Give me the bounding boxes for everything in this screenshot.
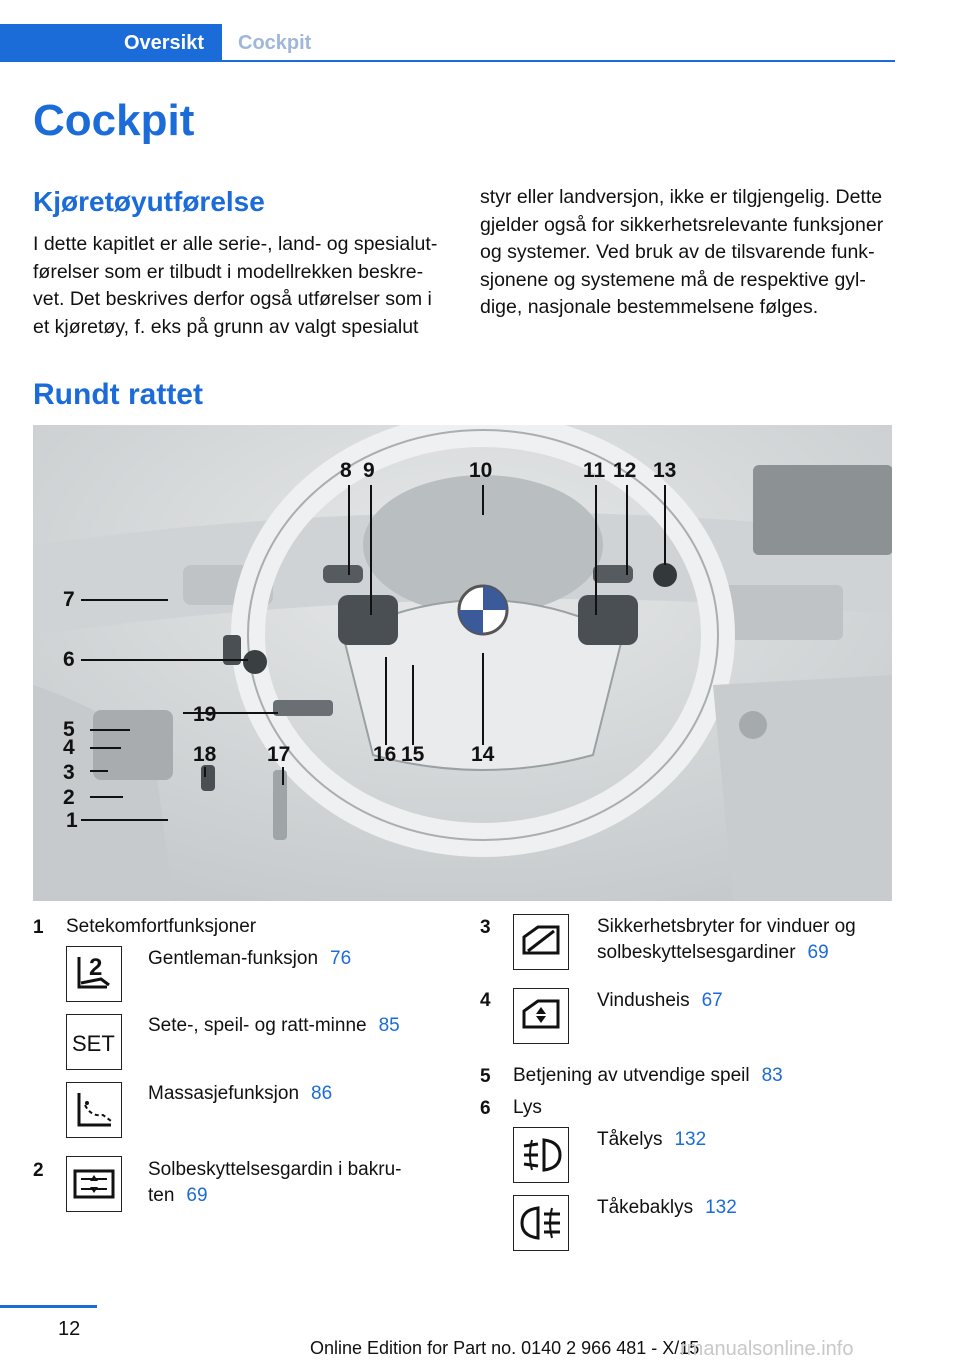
rear-sunblind-label: Solbeskyttelsesgardin i bakruten: [148, 1159, 402, 1206]
item-number-6: 6: [480, 1098, 491, 1119]
header-rule: [222, 60, 895, 62]
figure-label-6: 6: [63, 648, 75, 671]
mirrors-page-link[interactable]: 83: [761, 1065, 783, 1086]
footer-rule: [0, 1305, 97, 1308]
page-number: 12: [58, 1318, 81, 1340]
power-window-label: Vindusheis: [597, 990, 690, 1011]
cockpit-illustration: [33, 425, 892, 901]
figure-label-11: 11: [583, 459, 606, 482]
rear-fog-label: Tåkebaklys: [597, 1197, 694, 1218]
item-number-4: 4: [480, 990, 491, 1011]
item-power-window: [597, 988, 723, 1014]
figure-label-16: 16: [373, 743, 397, 766]
window-safety-label: Sikkerhetsbryter for vinduer og solbeskyttelsesgardiner: [597, 916, 856, 963]
figure-label-19: 19: [193, 703, 217, 726]
svg-text:SET: SET: [72, 1031, 115, 1056]
rear-sunblind-icon: [66, 1156, 122, 1212]
front-fog-page-link[interactable]: 132: [674, 1129, 707, 1150]
massage-label: Massasjefunksjon: [148, 1083, 300, 1104]
figure-label-10: 10: [469, 459, 493, 482]
figure-label-14: 14: [471, 743, 495, 766]
figure-label-9: 9: [363, 459, 375, 482]
figure-label-8: 8: [340, 459, 352, 482]
figure-label-5: 5: [63, 718, 75, 741]
item-number-2: 2: [33, 1160, 44, 1181]
section-text-right: styr eller landversjon, ikke er tilgjengelig. Dette gjelder også for sikkerhetsrelevante funksjoner og systemer. Ved bruk av de tilsvarende funksjonene og systemene må de respektive gyldige, nasjonale bestemmelsene følges.: [480, 186, 884, 318]
rear-fog-light-icon: [513, 1195, 569, 1251]
front-fog-light-icon: [513, 1127, 569, 1183]
figure-label-18: 18: [193, 743, 217, 766]
figure-label-1: 1: [66, 809, 78, 832]
rear-fog-page-link[interactable]: 132: [705, 1197, 737, 1218]
massage-icon: [66, 1082, 122, 1138]
subheading: Rundt rattet: [33, 378, 203, 411]
edition-text: Online Edition for Part no. 0140 2 966 481 - X/15: [310, 1338, 700, 1358]
figure-label-4: 4: [63, 736, 75, 759]
memory-label: Sete-, speil- og ratt-minne: [148, 1015, 367, 1036]
item-massage: [148, 1081, 332, 1107]
window-safety-switch-icon: [513, 914, 569, 970]
window-safety-page-link[interactable]: 69: [807, 942, 829, 963]
rear-sunblind-page-link[interactable]: 69: [186, 1185, 208, 1206]
memory-page-link[interactable]: 85: [378, 1015, 400, 1036]
item-memory: [148, 1013, 400, 1039]
item-text-seat-comfort: Setekomfortfunksjoner: [66, 916, 257, 937]
header-tabs: [0, 24, 895, 62]
figure-label-7: 7: [63, 588, 75, 611]
steering-wheel-drawing: [33, 425, 892, 901]
figure-label-17: 17: [267, 743, 291, 766]
item-number-3: 3: [480, 917, 491, 938]
item-window-safety-switch: [597, 914, 897, 966]
svg-text:2: 2: [89, 954, 103, 981]
section-text-left: I dette kapitlet er alle serie-, land- og spesialutførelser som er tilbudt i modellrekken beskrevet. Det beskrives derfor også utførelser som i et kjøretøy, f. eks på grunn av valgt spesialut: [33, 233, 438, 338]
power-window-page-link[interactable]: 67: [701, 990, 723, 1011]
section-heading: Kjøretøyutførelse: [33, 186, 265, 217]
set-memory-icon: [66, 1014, 122, 1070]
item-number-1: 1: [33, 917, 44, 938]
figure-label-2: 2: [63, 786, 75, 809]
figure-label-15: 15: [401, 743, 425, 766]
item-rear-fog: [597, 1195, 737, 1221]
figure-label-3: 3: [63, 761, 75, 784]
gentleman-label: Gentleman-funksjon: [148, 948, 319, 969]
watermark: rmanualsonline.info: [680, 1338, 854, 1360]
item-number-5: 5: [480, 1066, 491, 1087]
tab-oversikt[interactable]: [0, 24, 222, 62]
gentleman-page-link[interactable]: 76: [330, 948, 352, 969]
mirrors-label: Betjening av utvendige speil: [513, 1065, 750, 1086]
tab-oversikt-label: Oversikt: [123, 32, 204, 54]
massage-page-link[interactable]: 86: [311, 1083, 333, 1104]
tab-cockpit[interactable]: Cockpit: [238, 32, 312, 54]
item-lights: Lys: [513, 1097, 542, 1118]
item-rear-sunblind: [148, 1157, 438, 1209]
item-exterior-mirrors: [513, 1063, 783, 1089]
item-front-fog: [597, 1127, 706, 1153]
power-window-icon: [513, 988, 569, 1044]
figure-label-13: 13: [653, 459, 677, 482]
gentleman-seat-icon: [66, 946, 122, 1002]
page-title: Cockpit: [33, 96, 195, 145]
figure-label-12: 12: [613, 459, 637, 482]
front-fog-label: Tåkelys: [597, 1129, 663, 1150]
item-gentleman-function: [148, 946, 351, 972]
